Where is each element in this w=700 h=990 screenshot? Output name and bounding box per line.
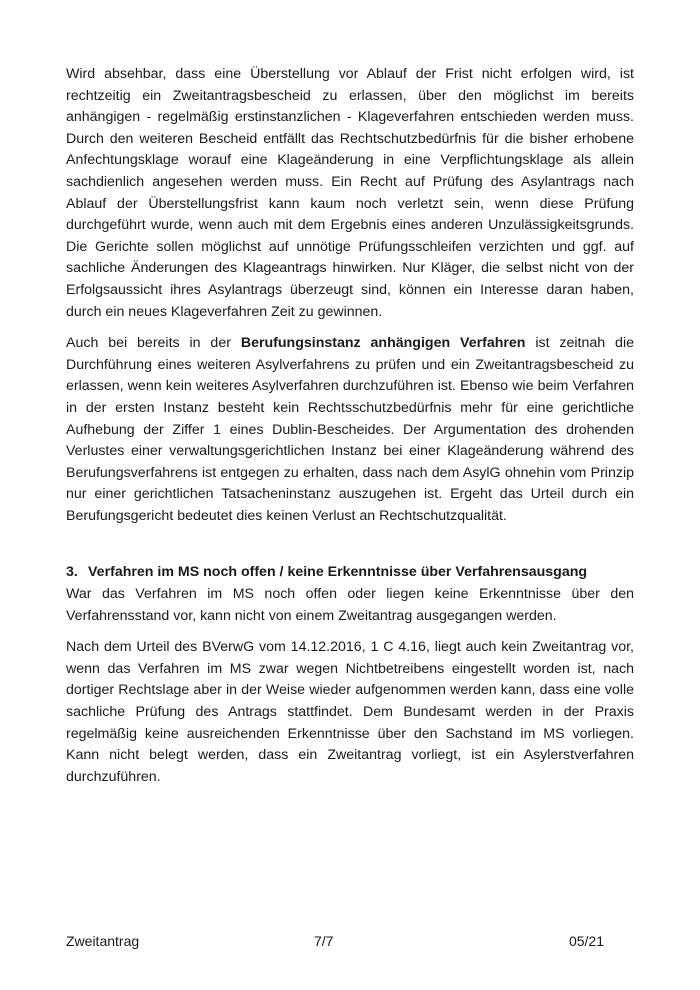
section-title: Verfahren im MS noch offen / keine Erkenntnisse über Verfahrensausgang	[88, 564, 588, 581]
paragraph-1: Wird absehbar, dass eine Überstellung vor Ablauf der Frist nicht erfolgen wird, ist rechtzeitig ein Zweitantragsbescheid zu erlassen, über den möglichst im bereits anhängigen - regelmäßig erstinstanzlichen - Klageverfahren entschieden werden muss. Durch den weiteren Bescheid entfällt das Rechtschutzbedürfnis für die bisher erhobene Anfechtungsklage worauf eine Klageänderung in eine Verpflichtungsklage als allein sachdienlich angesehen werden muss. Ein Recht auf Prüfung des Asylantrags nach Ablauf der Überstellungsfrist kann kaum noch verletzt sein, wenn diese Prüfung durchgeführt wurde, wenn auch mit dem Ergebnis eines anderen Unzulässigkeitsgrunds. Die Gerichte sollen möglichst auf unnötige Prüfungsschleifen verzichten und ggf. auf sachliche Änderungen des Klageantrags hinwirken. Nur Kläger, die selbst nicht von der Erfolgsaussicht ihres Asylantrags überzeugt sind, können ein Interesse daran haben, durch ein neues Klageverfahren Zeit zu gewinnen.	[66, 66, 634, 320]
page-footer	[66, 933, 604, 953]
paragraph-2-bold: Berufungsinstanz anhängigen Verfahren	[240, 335, 526, 352]
paragraph-3: War das Verfahren im MS noch offen oder liegen keine Erkenntnisse über den Verfahrensstand vor, kann nicht von einem Zweitantrag ausgegangen werden.	[66, 586, 634, 624]
section-heading	[66, 562, 634, 584]
paragraph-2-start: Auch bei bereits in der	[66, 335, 241, 352]
document-body	[66, 64, 634, 788]
section-number: 3.	[66, 564, 78, 581]
footer-title: Zweitantrag	[66, 933, 140, 949]
paragraph-2-rest: ist zeitnah die Durchführung eines weiteren Asylverfahrens zu prüfen und ein Zweitantragsbescheid zu erlassen, wenn kein weiteres Asylverfahren durchzuführen ist. Ebenso wie beim Verfahren in der ersten Instanz besteht kein Rechtsschutzbedürfnis mehr für eine gerichtliche Aufhebung der Ziffer 1 eines Dublin-Bescheides. Der Argumentation des drohenden Verlustes einer verwaltungsgerichtlichen Instanz bei einer Klageänderung während des Berufungsverfahrens ist entgegen zu erhalten, dass nach dem AsylG ohnehin vom Prinzip nur einer gerichtlichen Tatsacheninstanz auszugehen ist. Ergeht das Urteil durch ein Berufungsgericht bedeutet dies keinen Verlust an Rechtschutzqualität.	[66, 335, 634, 524]
paragraph-2	[66, 333, 634, 527]
footer-page-number: 7/7	[314, 933, 334, 949]
footer-date: 05/21	[568, 933, 604, 949]
paragraph-4: Nach dem Urteil des BVerwG vom 14.12.2016, 1 C 4.16, liegt auch kein Zweitantrag vor, wenn das Verfahren im MS zwar wegen Nichtbetreibens eingestellt worden ist, nach dortiger Rechtslage aber in der Weise wieder aufgenommen werden kann, dass eine volle sachliche Prüfung des Antrags stattfindet. Dem Bundesamt werden in der Praxis regelmäßig keine ausreichenden Erkenntnisse über den Sachstand im MS vorliegen. Kann nicht belegt werden, dass ein Zweitantrag vorliegt, ist ein Asylerstverfahren durchzuführen.	[66, 639, 634, 785]
